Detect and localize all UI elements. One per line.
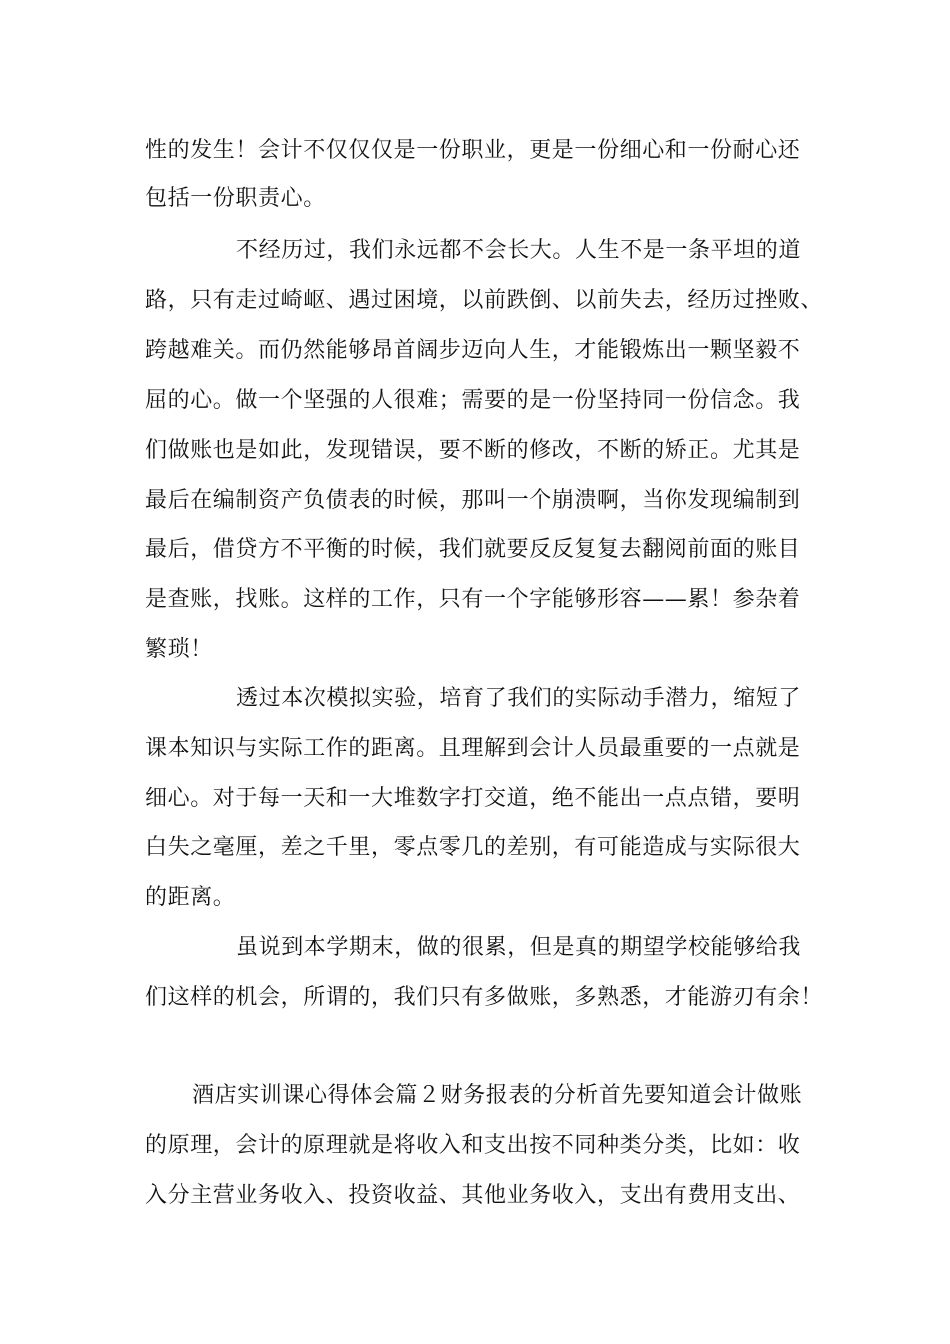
paragraph-3-line-3: 细心。对于每一天和一大堆数字打交道，绝不能出一点点错，要明: [145, 786, 801, 811]
paragraph-2-line-3: 跨越难关。而仍然能够昂首阔步迈向人生，才能锻炼出一颗坚毅不: [145, 338, 801, 363]
paragraph-4-line-2: 们这样的机会，所谓的，我们只有多做账，多熟悉，才能游刃有余！: [145, 985, 824, 1010]
paragraph-3-line-5: 的距离。: [145, 885, 236, 910]
paragraph-5-line-2: 的原理，会计的原理就是将收入和支出按不同种类分类，比如：收: [145, 1133, 801, 1158]
paragraph-2-line-4: 屈的心。做一个坚强的人很难；需要的是一份坚持同一份信念。我: [145, 388, 801, 413]
paragraph-1-line-1: 性的发生！会计不仅仅仅是一份职业，更是一份细心和一份耐心还: [145, 138, 801, 163]
paragraph-2-line-1: 不经历过，我们永远都不会长大。人生不是一条平坦的道: [236, 238, 802, 263]
paragraph-3-line-4: 白失之毫厘，差之千里，零点零几的差别，有可能造成与实际很大: [145, 835, 801, 860]
paragraph-2-line-7: 最后，借贷方不平衡的时候，我们就要反反复复去翻阅前面的账目: [145, 537, 801, 562]
paragraph-2-line-5: 们做账也是如此，发现错误，要不断的修改，不断的矫正。尤其是: [145, 438, 801, 463]
paragraph-2-line-2: 路，只有走过崎岖、遇过困境，以前跌倒、以前失去，经历过挫败、: [145, 288, 824, 313]
paragraph-3-line-2: 课本知识与实际工作的距离。且理解到会计人员最重要的一点就是: [145, 736, 801, 761]
paragraph-4-line-1: 虽说到本学期末，做的很累，但是真的期望学校能够给我: [236, 935, 802, 960]
paragraph-2-line-8: 是查账，找账。这样的工作，只有一个字能够形容——累！参杂着: [145, 587, 801, 612]
paragraph-1-line-2: 包括一份职责心。: [145, 186, 326, 211]
paragraph-2-line-9: 繁琐！: [145, 637, 213, 662]
paragraph-5-line-1: 酒店实训课心得体会篇２财务报表的分析首先要知道会计做账: [192, 1083, 803, 1108]
paragraph-5-line-3: 入分主营业务收入、投资收益、其他业务收入，支出有费用支出、: [145, 1183, 801, 1208]
paragraph-3-line-1: 透过本次模拟实验，培育了我们的实际动手潜力，缩短了: [236, 686, 802, 711]
paragraph-2-line-6: 最后在编制资产负债表的时候，那叫一个崩溃啊，当你发现编制到: [145, 488, 801, 513]
